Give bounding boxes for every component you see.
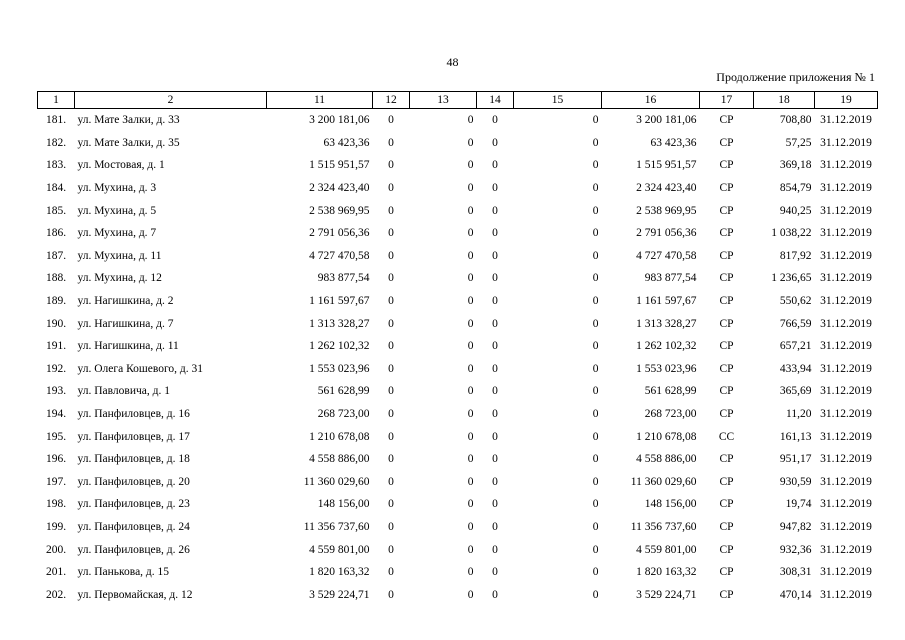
value-col-18: 550,62 [779, 295, 812, 308]
value-col-14: 0 [492, 385, 498, 398]
table-row [38, 448, 878, 471]
value-col-12: 0 [388, 430, 394, 443]
date-col-19: 31.12.2019 [820, 475, 872, 488]
address: ул. Мухина, д. 11 [77, 249, 162, 262]
value-col-12: 0 [388, 249, 394, 262]
date-col-19: 31.12.2019 [820, 453, 872, 466]
address: ул. Панфиловцев, д. 23 [77, 498, 190, 511]
amount-col-11: 4 558 886,00 [309, 453, 370, 466]
address: ул. Мате Залки, д. 35 [77, 136, 180, 149]
row-number: 194. [45, 408, 67, 421]
amount-col-11: 1 161 597,67 [309, 295, 370, 308]
amount-col-16: 11 356 737,60 [630, 520, 697, 533]
column-header: 18 [754, 92, 815, 109]
amount-col-16: 4 559 801,00 [636, 543, 697, 556]
column-header: 1 [38, 92, 75, 109]
amount-col-16: 1 210 678,08 [636, 430, 697, 443]
value-col-12: 0 [388, 136, 394, 149]
code-col-17: СР [719, 136, 734, 149]
value-col-15: 0 [592, 498, 599, 511]
amount-col-16: 4 558 886,00 [636, 453, 697, 466]
date-col-19: 31.12.2019 [820, 362, 872, 375]
address: ул. Павловича, д. 1 [77, 385, 170, 398]
value-col-12: 0 [388, 182, 394, 195]
code-col-17: СР [719, 182, 734, 195]
value-col-15: 0 [592, 317, 599, 330]
amount-col-16: 1 262 102,32 [636, 340, 697, 353]
address: ул. Нагишкина, д. 7 [77, 317, 174, 330]
table-row [38, 177, 878, 200]
amount-col-16: 1 820 163,32 [636, 566, 697, 579]
value-col-13: 0 [467, 385, 474, 398]
row-number: 197. [45, 475, 67, 488]
amount-col-11: 2 791 056,36 [309, 227, 370, 240]
value-col-14: 0 [492, 136, 498, 149]
row-number: 193. [45, 385, 67, 398]
code-col-17: СР [719, 453, 734, 466]
address: ул. Первомайская, д. 12 [77, 588, 193, 601]
table-row [38, 493, 878, 516]
value-col-15: 0 [592, 249, 599, 262]
value-col-18: 365,69 [779, 385, 812, 398]
date-col-19: 31.12.2019 [820, 204, 872, 217]
value-col-18: 708,80 [779, 114, 812, 127]
row-number: 198. [45, 498, 67, 511]
value-col-14: 0 [492, 430, 498, 443]
table-row [38, 561, 878, 584]
value-col-14: 0 [492, 159, 498, 172]
address: ул. Панькова, д. 15 [77, 566, 170, 579]
amount-col-16: 1 161 597,67 [636, 295, 697, 308]
amount-col-16: 63 423,36 [650, 136, 697, 149]
table-row [38, 425, 878, 448]
amount-col-16: 148 156,00 [644, 498, 697, 511]
address: ул. Панфиловцев, д. 24 [77, 520, 190, 533]
code-col-17: СР [719, 362, 734, 375]
value-col-13: 0 [467, 543, 474, 556]
row-number: 191. [45, 340, 67, 353]
table-row [38, 516, 878, 539]
address: ул. Олега Кошевого, д. 31 [77, 362, 204, 375]
date-col-19: 31.12.2019 [820, 182, 872, 195]
code-col-17: СР [719, 272, 734, 285]
code-col-17: СР [719, 114, 734, 127]
code-col-17: СР [719, 204, 734, 217]
value-col-15: 0 [592, 362, 599, 375]
value-col-12: 0 [388, 566, 394, 579]
value-col-18: 470,14 [779, 588, 812, 601]
address: ул. Панфиловцев, д. 17 [77, 430, 190, 443]
row-number: 189. [45, 295, 67, 308]
value-col-13: 0 [467, 340, 474, 353]
value-col-12: 0 [388, 159, 394, 172]
amount-col-11: 268 723,00 [317, 408, 370, 421]
value-col-18: 11,20 [786, 408, 812, 421]
value-col-13: 0 [467, 182, 474, 195]
value-col-13: 0 [467, 498, 474, 511]
date-col-19: 31.12.2019 [820, 408, 872, 421]
row-number: 182. [45, 136, 67, 149]
date-col-19: 31.12.2019 [820, 566, 872, 579]
date-col-19: 31.12.2019 [820, 295, 872, 308]
value-col-15: 0 [592, 543, 599, 556]
column-header: 11 [267, 92, 373, 109]
value-col-14: 0 [492, 272, 498, 285]
date-col-19: 31.12.2019 [820, 249, 872, 262]
date-col-19: 31.12.2019 [820, 588, 872, 601]
value-col-12: 0 [388, 588, 394, 601]
table-row [38, 245, 878, 268]
column-header: 14 [477, 92, 514, 109]
value-col-15: 0 [592, 340, 599, 353]
code-col-17: СР [719, 475, 734, 488]
value-col-12: 0 [388, 340, 394, 353]
row-number: 202. [45, 588, 67, 601]
row-number: 186. [45, 227, 67, 240]
row-number: 195. [45, 430, 67, 443]
address: ул. Панфиловцев, д. 16 [77, 408, 190, 421]
address: ул. Панфиловцев, д. 26 [77, 543, 190, 556]
value-col-15: 0 [592, 272, 599, 285]
table-row [38, 358, 878, 381]
value-col-18: 817,92 [779, 249, 812, 262]
value-col-18: 932,36 [779, 543, 812, 556]
address: ул. Мухина, д. 12 [77, 272, 162, 285]
value-col-18: 947,82 [779, 520, 812, 533]
row-number: 183. [45, 159, 67, 172]
value-col-13: 0 [467, 408, 474, 421]
value-col-12: 0 [388, 543, 394, 556]
value-col-15: 0 [592, 159, 599, 172]
table-row [38, 267, 878, 290]
amount-col-16: 11 360 029,60 [630, 475, 697, 488]
column-header: 19 [815, 92, 878, 109]
value-col-15: 0 [592, 114, 599, 127]
amount-col-16: 561 628,99 [644, 385, 697, 398]
amount-col-16: 3 529 224,71 [636, 588, 697, 601]
header-row [38, 92, 878, 109]
value-col-14: 0 [492, 362, 498, 375]
value-col-15: 0 [592, 182, 599, 195]
amount-col-11: 1 820 163,32 [309, 566, 370, 579]
value-col-12: 0 [388, 204, 394, 217]
value-col-18: 369,18 [779, 159, 812, 172]
value-col-15: 0 [592, 295, 599, 308]
date-col-19: 31.12.2019 [820, 114, 872, 127]
value-col-15: 0 [592, 385, 599, 398]
value-col-15: 0 [592, 227, 599, 240]
value-col-12: 0 [388, 295, 394, 308]
value-col-12: 0 [388, 317, 394, 330]
value-col-15: 0 [592, 475, 599, 488]
value-col-14: 0 [492, 475, 498, 488]
value-col-13: 0 [467, 272, 474, 285]
table-row [38, 403, 878, 426]
code-col-17: СС [718, 430, 735, 443]
value-col-13: 0 [467, 204, 474, 217]
value-col-14: 0 [492, 182, 498, 195]
value-col-18: 1 038,22 [771, 227, 812, 240]
date-col-19: 31.12.2019 [820, 159, 872, 172]
amount-col-11: 2 324 423,40 [309, 182, 370, 195]
date-col-19: 31.12.2019 [820, 430, 872, 443]
address: ул. Мостовая, д. 1 [77, 159, 165, 172]
value-col-14: 0 [492, 543, 498, 556]
value-col-12: 0 [388, 475, 394, 488]
value-col-18: 433,94 [779, 362, 812, 375]
value-col-12: 0 [388, 114, 394, 127]
code-col-17: СР [719, 340, 734, 353]
value-col-14: 0 [492, 317, 498, 330]
amount-col-16: 4 727 470,58 [636, 249, 697, 262]
page-number: 48 [446, 55, 459, 69]
amount-col-11: 1 553 023,96 [309, 362, 370, 375]
amount-col-11: 1 515 951,57 [309, 159, 370, 172]
table-row [38, 538, 878, 561]
code-col-17: СР [719, 227, 734, 240]
amount-col-11: 3 529 224,71 [309, 588, 370, 601]
value-col-18: 930,59 [779, 475, 812, 488]
value-col-13: 0 [467, 566, 474, 579]
value-col-12: 0 [388, 362, 394, 375]
value-col-14: 0 [492, 227, 498, 240]
row-number: 181. [45, 114, 67, 127]
code-col-17: СР [719, 159, 734, 172]
value-col-18: 657,21 [779, 340, 812, 353]
value-col-18: 19,74 [785, 498, 812, 511]
value-col-12: 0 [388, 227, 394, 240]
value-col-18: 854,79 [779, 182, 812, 195]
value-col-12: 0 [388, 453, 394, 466]
value-col-14: 0 [492, 520, 498, 533]
amount-col-16: 1 313 328,27 [636, 317, 697, 330]
date-col-19: 31.12.2019 [820, 272, 872, 285]
amount-col-11: 11 360 029,60 [303, 475, 370, 488]
value-col-13: 0 [467, 227, 474, 240]
column-header: 13 [410, 92, 477, 109]
value-col-18: 1 236,65 [771, 272, 812, 285]
value-col-15: 0 [592, 453, 599, 466]
value-col-12: 0 [388, 408, 394, 421]
amount-col-16: 268 723,00 [644, 408, 697, 421]
value-col-15: 0 [592, 408, 599, 421]
value-col-15: 0 [592, 588, 599, 601]
table-row [38, 380, 878, 403]
table-row [38, 471, 878, 494]
table-row [38, 290, 878, 313]
row-number: 199. [45, 520, 67, 533]
amount-col-16: 983 877,54 [644, 272, 697, 285]
amount-col-11: 1 262 102,32 [309, 340, 370, 353]
code-col-17: СР [719, 520, 734, 533]
value-col-12: 0 [388, 272, 394, 285]
value-col-18: 951,17 [779, 453, 812, 466]
value-col-15: 0 [592, 430, 599, 443]
code-col-17: СР [719, 588, 734, 601]
value-col-14: 0 [492, 114, 498, 127]
value-col-12: 0 [388, 498, 394, 511]
row-number: 188. [45, 272, 67, 285]
amount-col-11: 3 200 181,06 [309, 114, 370, 127]
value-col-18: 308,31 [779, 566, 812, 579]
address: ул. Нагишкина, д. 11 [77, 340, 179, 353]
data-table [37, 91, 878, 606]
value-col-18: 940,25 [779, 204, 812, 217]
row-number: 187. [45, 249, 67, 262]
amount-col-16: 1 553 023,96 [636, 362, 697, 375]
value-col-15: 0 [592, 520, 599, 533]
column-header: 16 [602, 92, 700, 109]
amount-col-11: 4 727 470,58 [309, 249, 370, 262]
address: ул. Панфиловцев, д. 20 [77, 475, 190, 488]
value-col-13: 0 [467, 249, 474, 262]
amount-col-16: 2 538 969,95 [636, 204, 697, 217]
column-header: 12 [373, 92, 410, 109]
value-col-13: 0 [467, 136, 474, 149]
amount-col-11: 1 210 678,08 [309, 430, 370, 443]
value-col-15: 0 [592, 204, 599, 217]
date-col-19: 31.12.2019 [820, 498, 872, 511]
amount-col-11: 1 313 328,27 [309, 317, 370, 330]
value-col-14: 0 [492, 566, 498, 579]
row-number: 185. [45, 204, 67, 217]
value-col-15: 0 [592, 566, 599, 579]
address: ул. Панфиловцев, д. 18 [77, 453, 190, 466]
column-header: 15 [514, 92, 602, 109]
value-col-14: 0 [492, 204, 498, 217]
address: ул. Нагишкина, д. 2 [77, 295, 174, 308]
code-col-17: СР [719, 317, 734, 330]
row-number: 184. [45, 182, 67, 195]
table-row [38, 222, 878, 245]
table-row [38, 199, 878, 222]
value-col-13: 0 [467, 430, 474, 443]
amount-col-11: 63 423,36 [323, 136, 370, 149]
value-col-12: 0 [388, 520, 394, 533]
row-number: 201. [45, 566, 67, 579]
code-col-17: СР [719, 249, 734, 262]
amount-col-16: 1 515 951,57 [636, 159, 697, 172]
value-col-13: 0 [467, 475, 474, 488]
value-col-14: 0 [492, 408, 498, 421]
amount-col-16: 3 200 181,06 [636, 114, 697, 127]
code-col-17: СР [719, 295, 734, 308]
code-col-17: СР [719, 566, 734, 579]
value-col-13: 0 [467, 295, 474, 308]
table-body [38, 109, 878, 607]
table-row [38, 132, 878, 155]
code-col-17: СР [719, 498, 734, 511]
value-col-14: 0 [492, 453, 498, 466]
amount-col-11: 11 356 737,60 [303, 520, 370, 533]
amount-col-16: 2 791 056,36 [636, 227, 697, 240]
address: ул. Мухина, д. 5 [77, 204, 157, 217]
value-col-12: 0 [388, 385, 394, 398]
date-col-19: 31.12.2019 [820, 317, 872, 330]
table-row [38, 335, 878, 358]
value-col-15: 0 [592, 136, 599, 149]
table-row [38, 154, 878, 177]
table-row [38, 109, 878, 132]
value-col-14: 0 [492, 340, 498, 353]
row-number: 196. [45, 453, 67, 466]
table-row [38, 312, 878, 335]
date-col-19: 31.12.2019 [820, 520, 872, 533]
row-number: 190. [45, 317, 67, 330]
date-col-19: 31.12.2019 [820, 227, 872, 240]
address: ул. Мухина, д. 3 [77, 182, 157, 195]
continuation-title: Продолжение приложения № 1 [716, 70, 875, 84]
date-col-19: 31.12.2019 [820, 543, 872, 556]
row-number: 192. [45, 362, 67, 375]
code-col-17: СР [719, 385, 734, 398]
value-col-13: 0 [467, 520, 474, 533]
value-col-14: 0 [492, 588, 498, 601]
value-col-18: 57,25 [785, 136, 812, 149]
amount-col-11: 148 156,00 [317, 498, 370, 511]
value-col-13: 0 [467, 114, 474, 127]
address: ул. Мухина, д. 7 [77, 227, 157, 240]
amount-col-16: 2 324 423,40 [636, 182, 697, 195]
value-col-18: 161,13 [779, 430, 812, 443]
address: ул. Мате Залки, д. 33 [77, 114, 180, 127]
amount-col-11: 2 538 969,95 [309, 204, 370, 217]
amount-col-11: 983 877,54 [317, 272, 370, 285]
value-col-13: 0 [467, 588, 474, 601]
table-row [38, 583, 878, 606]
date-col-19: 31.12.2019 [820, 385, 872, 398]
code-col-17: СР [719, 543, 734, 556]
value-col-14: 0 [492, 249, 498, 262]
date-col-19: 31.12.2019 [820, 340, 872, 353]
amount-col-11: 561 628,99 [317, 385, 370, 398]
value-col-18: 766,59 [779, 317, 812, 330]
column-header: 17 [700, 92, 754, 109]
code-col-17: СР [719, 408, 734, 421]
value-col-14: 0 [492, 498, 498, 511]
value-col-14: 0 [492, 295, 498, 308]
date-col-19: 31.12.2019 [820, 136, 872, 149]
value-col-13: 0 [467, 317, 474, 330]
amount-col-11: 4 559 801,00 [309, 543, 370, 556]
row-number: 200. [45, 543, 67, 556]
value-col-13: 0 [467, 453, 474, 466]
value-col-13: 0 [467, 362, 474, 375]
column-header: 2 [75, 92, 267, 109]
value-col-13: 0 [467, 159, 474, 172]
